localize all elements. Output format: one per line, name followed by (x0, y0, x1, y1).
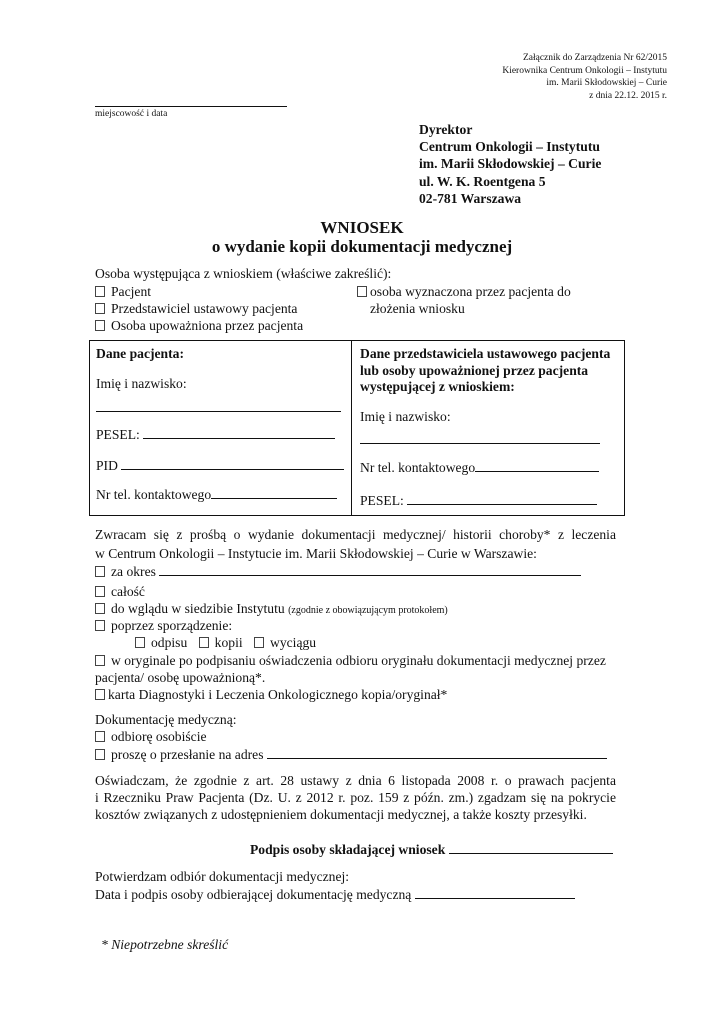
option-legal-representative[interactable] (95, 301, 297, 317)
rep-phone-row (360, 459, 599, 476)
patient-phone-label: Nr tel. kontaktowego (96, 487, 212, 502)
sub-option-copy: odpisu (151, 635, 188, 650)
option-designated-label-1: osoba wyznaczona przez pacjenta do (370, 284, 571, 299)
footnote: * Niepotrzebne skreślić (101, 937, 229, 952)
option-pickup-label: odbiorę osobiście (111, 729, 207, 744)
sub-option-extract: wyciągu (270, 635, 317, 650)
checkbox-icon[interactable] (135, 637, 145, 648)
option-pickup[interactable] (95, 729, 207, 745)
option-original[interactable] (95, 653, 606, 669)
declaration-line-2: i Rzeczniku Praw Pacjenta (Dz. U. z 2012 r. poz. 159 z późn. zm.) zgadzam się na pokrycie (95, 790, 616, 805)
declaration-line-1: Oświadczam, że zgodnie z art. 28 ustawy z dnia 6 listopada 2008 r. o prawach pacjenta (95, 773, 616, 788)
rep-phone-field[interactable] (475, 459, 599, 472)
checkbox-icon[interactable] (95, 603, 105, 614)
addressee-line-1: Dyrektor (419, 122, 473, 137)
option-patient-label: Pacjent (111, 284, 152, 299)
patient-pid-label: PID (96, 458, 118, 473)
checkbox-icon[interactable] (95, 731, 105, 742)
rep-heading-line-1: Dane przedstawiciela ustawowego pacjenta (360, 346, 611, 361)
signature-row (250, 841, 613, 858)
checkbox-icon[interactable] (254, 637, 264, 648)
signature-field[interactable] (449, 841, 613, 854)
applicant-heading: Osoba występująca z wnioskiem (właściwe zakreślić): (95, 266, 392, 281)
option-period-label: za okres (111, 564, 156, 579)
option-viewing[interactable] (95, 601, 448, 617)
rep-name-field[interactable] (360, 429, 600, 444)
option-card-label: karta Diagnostyki i Leczenia Onkologicznego kopia/oryginał* (108, 687, 448, 702)
option-whole-label: całość (111, 584, 145, 599)
document-subtitle: o wydanie kopii dokumentacji medycznej (211, 237, 513, 256)
request-line-2: w Centrum Onkologii – Instytucie im. Marii Skłodowskiej – Curie w Warszawie: (95, 546, 537, 561)
table-divider (351, 341, 352, 515)
option-send-label: proszę o przesłanie na adres (111, 747, 264, 762)
data-table (89, 340, 625, 516)
annex-header (502, 52, 667, 102)
request-paragraph (95, 525, 616, 563)
receipt-row (95, 886, 575, 903)
receipt-line-1: Potwierdzam odbiór dokumentacji medycznej: (95, 869, 350, 884)
option-patient[interactable] (95, 284, 151, 300)
checkbox-icon[interactable] (95, 749, 105, 760)
preparation-sub-options (135, 635, 316, 651)
annex-line-3: im. Marii Skłodowskiej – Curie (546, 78, 667, 89)
checkbox-icon[interactable] (95, 320, 105, 331)
checkbox-icon[interactable] (357, 286, 367, 297)
sub-option-photocopy: kopii (214, 635, 243, 650)
declaration-paragraph (95, 772, 616, 823)
checkbox-icon[interactable] (199, 637, 209, 648)
rep-pesel-label: PESEL: (360, 493, 404, 508)
rep-pesel-field[interactable] (407, 492, 597, 505)
option-card[interactable] (95, 687, 447, 703)
patient-phone-field[interactable] (211, 486, 337, 499)
place-date-label: miejscowość i data (95, 109, 168, 119)
patient-pesel-label: PESEL: (96, 427, 140, 442)
patient-name-field[interactable] (96, 397, 341, 412)
option-legal-representative-label: Przedstawiciel ustawowy pacjenta (111, 301, 298, 316)
checkbox-icon[interactable] (95, 689, 105, 700)
option-period[interactable] (95, 563, 581, 580)
addressee-line-2: Centrum Onkologii – Instytutu (419, 139, 600, 155)
annex-line-4: z dnia 22.12. 2015 r. (589, 90, 667, 101)
option-preparation-label: poprzez sporządzenie: (111, 618, 233, 633)
period-field[interactable] (159, 563, 581, 576)
addressee-block (419, 121, 601, 207)
rep-heading-line-3: występującej z wnioskiem: (360, 379, 515, 395)
declaration-line-3: kosztów związanych z udostępnieniem dokumentacji medycznej, a także koszty przesyłki. (95, 807, 587, 822)
rep-name-label: Imię i nazwisko: (360, 409, 451, 424)
option-original-label-2: pacjenta/ osobę upoważnioną*. (95, 670, 266, 685)
address-field[interactable] (267, 746, 607, 759)
receipt-signature-field[interactable] (415, 886, 575, 899)
request-line-1: Zwracam się z prośbą o wydanie dokumentacji medycznej/ historii choroby* z leczenia (95, 527, 616, 542)
signature-label: Podpis osoby składającej wniosek (250, 842, 446, 857)
option-designated-label-2: złożenia wniosku (370, 301, 465, 316)
rep-pesel-row (360, 492, 597, 509)
addressee-line-5: 02-781 Warszawa (419, 190, 522, 206)
checkbox-icon[interactable] (95, 620, 105, 631)
delivery-heading: Dokumentację medyczną: (95, 712, 237, 727)
option-authorized-person[interactable] (95, 318, 303, 334)
option-designated-person[interactable] (357, 284, 571, 300)
checkbox-icon[interactable] (95, 566, 105, 577)
addressee-line-4: ul. W. K. Roentgena 5 (419, 173, 546, 189)
option-authorized-person-label: Osoba upoważniona przez pacjenta (111, 318, 304, 333)
rep-phone-label: Nr tel. kontaktowego (360, 460, 476, 475)
patient-name-label: Imię i nazwisko: (96, 376, 187, 391)
addressee-line-3: im. Marii Skłodowskiej – Curie (419, 156, 602, 172)
rep-heading-line-2: lub osoby upoważnionej przez pacjenta (360, 362, 589, 378)
checkbox-icon[interactable] (95, 303, 105, 314)
patient-pesel-field[interactable] (143, 426, 335, 439)
place-date-field[interactable] (95, 106, 287, 107)
rep-data-heading (360, 346, 610, 396)
annex-line-1: Załącznik do Zarządzenia Nr 62/2015 (522, 53, 667, 63)
option-whole[interactable] (95, 584, 145, 600)
patient-phone-row (96, 486, 337, 503)
checkbox-icon[interactable] (95, 655, 105, 666)
option-viewing-label: do wglądu w siedzibie Instytutu (111, 601, 285, 616)
option-send[interactable] (95, 746, 607, 763)
option-viewing-note: (zgodnie z obowiązującym protokołem) (288, 605, 448, 616)
patient-pid-field[interactable] (121, 457, 344, 470)
patient-pid-row (96, 457, 344, 474)
document-title: WNIOSEK (320, 218, 404, 237)
checkbox-icon[interactable] (95, 286, 105, 297)
patient-pesel-row (96, 426, 335, 443)
option-preparation[interactable] (95, 618, 232, 634)
checkbox-icon[interactable] (95, 586, 105, 597)
annex-line-2: Kierownika Centrum Onkologii – Instytutu (502, 65, 667, 76)
receipt-line-2: Data i podpis osoby odbierającej dokumentację medyczną (95, 887, 412, 902)
option-original-label-1: w oryginale po podpisaniu oświadczenia odbioru oryginału dokumentacji medycznej przez (111, 653, 606, 668)
patient-data-heading: Dane pacjenta: (96, 346, 184, 361)
